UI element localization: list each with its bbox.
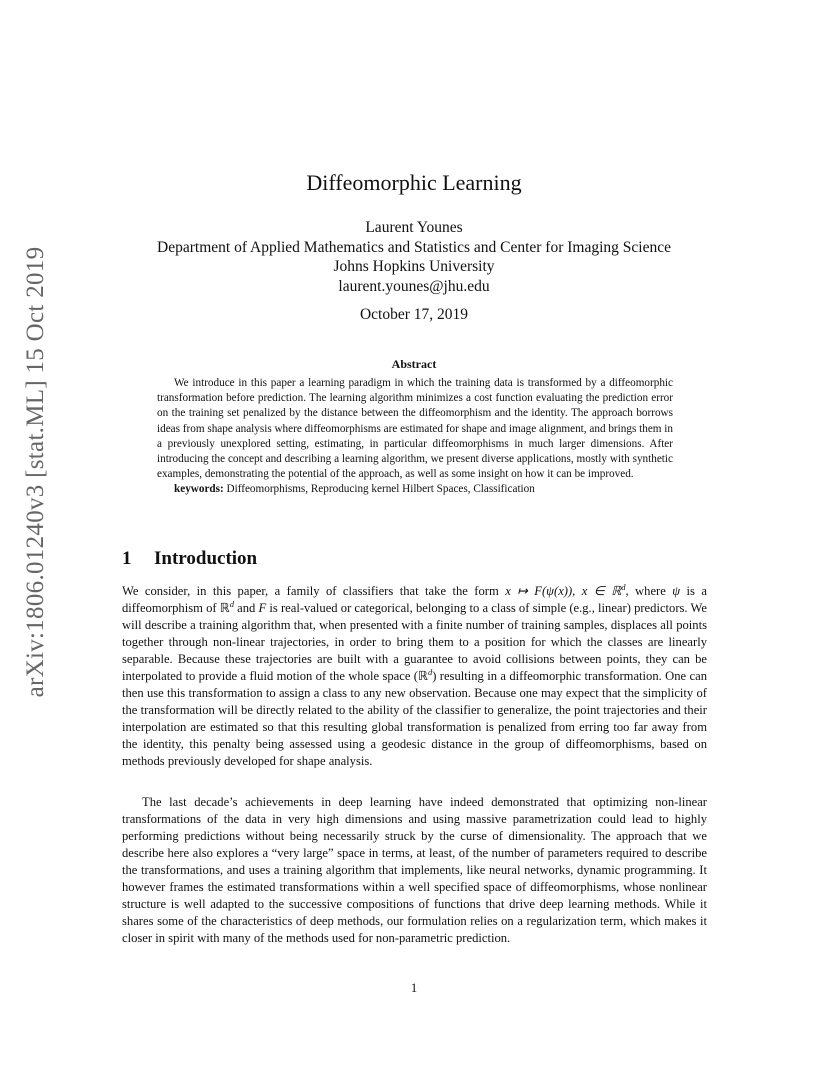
author-email: laurent.younes@jhu.edu bbox=[338, 277, 490, 295]
author-block bbox=[0, 218, 828, 296]
affiliation-university: Johns Hopkins University bbox=[333, 258, 495, 275]
p2-text: The last decade’s achievements in deep learning have indeed demonstrated that optimizing non-linear transformations of the data in very high dimensions and using massive parametrization could lead to highly performing predictions without being necessarily struck by the curse of dimensionality. The approach that we describe here also explores a “very large” space in terms, at least, of the number of parameters required to describe the transformations, and uses a training algorithm that implements, like neural networks, dynamic programming. It however frames the estimated transformations within a well specified space of diffeomorphisms, whose nonlinear structure is well adapted to the successive compositions of functions that drive deep learning methods. While it shares some of the characteristics of deep methods, our formulation relies on a regularization term, which makes it closer in spirit with many of the methods used for non-parametric prediction. bbox=[122, 795, 707, 945]
p1-math-sup-2: d bbox=[229, 598, 234, 609]
intro-paragraph-2 bbox=[122, 794, 707, 947]
keywords-line bbox=[157, 482, 673, 497]
arxiv-identifier: arXiv:1806.01240v3 [stat.ML] 15 Oct 2019 bbox=[22, 246, 49, 698]
page-number: 1 bbox=[410, 981, 418, 995]
p1-math-f: F bbox=[258, 601, 267, 615]
abstract-block bbox=[157, 376, 673, 498]
p1-text-f: ) resulting in a diffeomorphic transformation. One can then use this transformation to assign a class to any new observation. Because one may expect that the simplicity of the transformation will be directly related to the ability of the classifier to generalize, the point trajectories and their interpolation are estimated so that this resulting global transformation is penalized from erring too far away from the identity, this penalty being assessed using a geodesic distance in the group of diffeomorphisms, based on methods previously developed for shape analysis. bbox=[122, 669, 707, 768]
paper-date: October 17, 2019 bbox=[359, 306, 469, 323]
abstract-heading: Abstract bbox=[391, 357, 437, 371]
abstract-text: We introduce in this paper a learning paradigm in which the training data is transformed by a diffeomorphic transformation before prediction. The learning algorithm minimizes a cost function evaluating the prediction error on the training set penalized by the distance between the diffeomorphism and the identity. The approach borrows ideas from shape analysis where diffeomorphisms are estimated for shape and image alignment, and brings them in a previously unexplored setting, estimating, in particular diffeomorphisms in much larger dimensions. After introducing the concept and describing a learning algorithm, we present diverse applications, mostly with synthetic examples, demonstrating the potential of the approach, as well as some insight on how it can be improved. bbox=[157, 377, 673, 481]
p1-math-sup-3: d bbox=[427, 666, 433, 677]
arxiv-sidebar-stamp bbox=[16, 246, 56, 698]
keywords-text: Diffeomorphisms, Reproducing kernel Hilbert Spaces, Classification bbox=[226, 483, 535, 496]
affiliation-department: Department of Applied Mathematics and Statistics and Center for Imaging Science bbox=[157, 238, 671, 256]
intro-paragraph-1 bbox=[122, 583, 707, 770]
paper-title: Diffeomorphic Learning bbox=[306, 170, 522, 195]
keywords-label: keywords: bbox=[174, 483, 224, 496]
author-name: Laurent Younes bbox=[365, 219, 463, 236]
section-heading bbox=[122, 548, 257, 570]
p1-math-sup-1: d bbox=[621, 581, 626, 592]
p1-text-b: , where bbox=[625, 584, 673, 598]
p1-math-psi: ψ bbox=[672, 584, 681, 598]
p1-text-e: is real-valued or categorical, belonging to a class of simple (e.g., linear) predictors. We will describe a training algorithm that, when presented with a finite number of training samples, displaces all points together through non-linear trajectories, in order to bring them to a position for which the classes are linearly separable. Because these trajectories are built with a guarantee to avoid collisions between points, they can be interpolated to provide a fluid motion of the whole space (ℝ bbox=[122, 601, 707, 683]
p1-text-d: and bbox=[233, 601, 259, 615]
section-number: 1 bbox=[122, 548, 132, 569]
p1-text-c: is a diffeomorphism of ℝ bbox=[122, 584, 707, 615]
section-title: Introduction bbox=[154, 548, 258, 569]
p1-math-classifier: x ↦ F(ψ(x)), x ∈ ℝ bbox=[505, 584, 622, 598]
p1-text-a: We consider, in this paper, a family of classifiers that take the form bbox=[122, 584, 506, 598]
